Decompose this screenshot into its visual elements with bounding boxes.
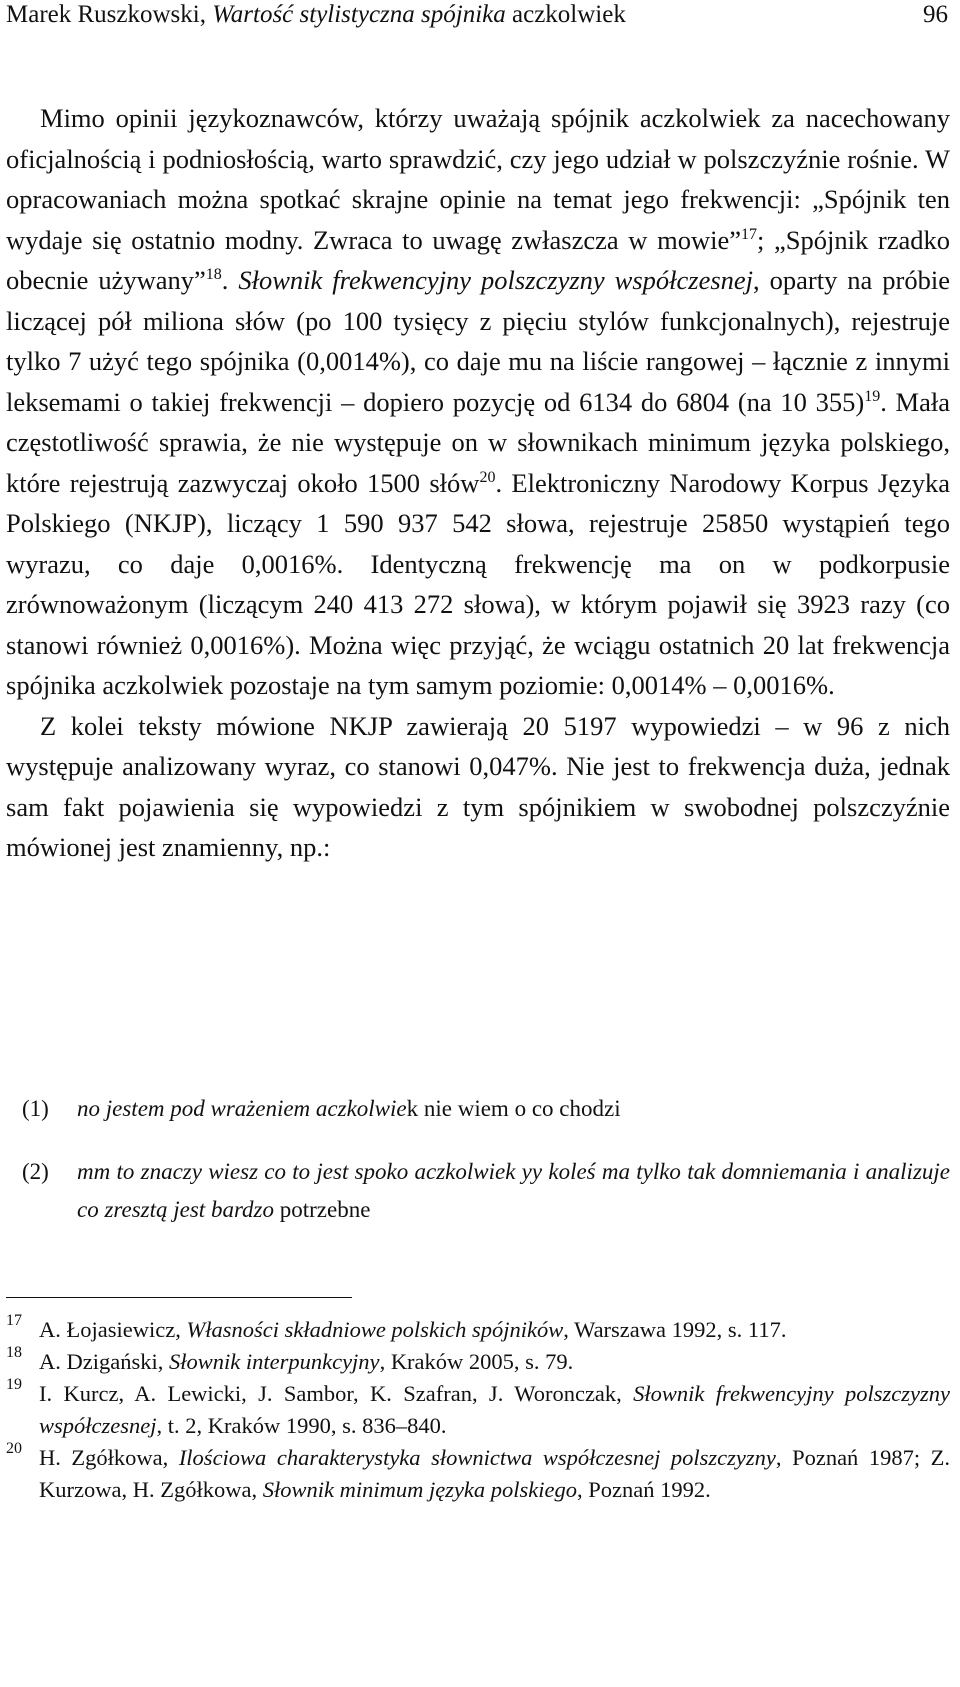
p1-text-f: . Elektroniczny Narodowy Korpus Języka Polskiego (NKJP), liczący 1 590 937 542 słowa, rejestruje 25850 wystąpień tego wyrazu, co daje 0,0016%. Identyczną frekwencję ma on w podkorpusie zrównoważonym (liczącym 240 413 272 słowa), w którym pojawił się 3923 razy (co stanowi również 0,0016%). Można więc przyjąć, że wciągu ostatnich 20 lat frekwencja spójnika aczkolwiek pozostaje na tym samym poziomie: 0,0014% – 0,0016%. — [6, 467, 950, 700]
footnote-text — [39, 1442, 950, 1506]
footnote-title: Słownik frekwencyjny polszczyzny współczesnej — [39, 1381, 950, 1438]
running-head — [6, 0, 626, 30]
running-head-suffix: aczkolwiek — [505, 1, 626, 28]
footnote-details-2: , Poznań 1992. — [577, 1477, 711, 1502]
p1-text-a: Mimo opinii językoznawców, którzy uważają spójnik aczkolwiek za nacechowany oficjalnością i podniosłością, warto sprawdzić, czy jego udział w polszczyźnie rośnie. W opracowaniach można spotkać skrajne opinie na temat jego frekwencji: „Spójnik ten wydaje się ostatnio modny. Zwraca to uwagę zwłaszcza w mowie” — [6, 103, 950, 255]
footnote-ref-20[interactable]: 20 — [479, 468, 496, 486]
footnote-details: , Poznań 1987; Z. Kurzowa, H. Zgółkowa, — [39, 1445, 951, 1502]
footnote-ref-18[interactable]: 18 — [205, 266, 222, 284]
p1-text-b: ; „Spójnik rzadko obecnie używany” — [6, 224, 950, 295]
paragraph-2: Z kolei teksty mówione NKJP zawierają 20 5197 wypowiedzi – w 96 z nich występuje analizowany wyraz, co stanowi 0,047%. Nie jest to frekwencja duża, jednak sam fakt pojawienia się wypowiedzi z tym spójnikiem w swobodnej polszczyźnie mówionej jest znamienny, np.: — [6, 710, 950, 862]
p1-text-e: . Mała częstotliwość sprawia, że nie występuje on w słownikach minimum języka polskiego, które rejestrują zazwyczaj około 1500 słów — [6, 386, 951, 498]
footnote-title: Słownik interpunkcyjny — [168, 1349, 380, 1374]
example-text — [77, 1153, 950, 1229]
footnote-19 — [6, 1378, 950, 1442]
paragraph-1 — [6, 98, 950, 706]
example-plain: k nie wiem o co chodzi — [406, 1096, 621, 1121]
footnotes — [6, 1314, 950, 1506]
example-italic: no jestem pod wrażeniem aczkolwie — [77, 1096, 407, 1121]
footnote-author: A. Łojasiewicz, — [39, 1317, 187, 1342]
footnote-text — [39, 1378, 950, 1442]
footnote-details: , Kraków 2005, s. 79. — [379, 1349, 574, 1374]
footnote-text — [39, 1314, 950, 1346]
footnote-separator — [6, 1297, 352, 1298]
example-1 — [22, 1090, 950, 1128]
footnote-number: 17 — [6, 1312, 22, 1329]
footnote-author: A. Dzigański, — [39, 1349, 169, 1374]
example-italic: mm to znaczy wiesz co to jest spoko aczkolwiek yy koleś ma tylko tak domniemania i analizuje co zresztą jest bardzo — [77, 1159, 950, 1222]
footnote-author: I. Kurcz, A. Lewicki, J. Sambor, K. Szafran, J. Woronczak, — [39, 1381, 634, 1406]
p1-text-d: , oparty na próbie liczącej pół miliona słów (po 100 tysięcy z pięciu stylów funkcjonalnych), rejestruje tylko 7 użyć tego spójnika (0,0014%), co daje mu na liście rangowej – łącznie z innymi leksemami o takiej frekwencji – dopiero pozycję od 6134 do 6804 (na 10 355) — [6, 265, 950, 417]
footnote-title: Ilościowa charakterystyka słownictwa współczesnej polszczyzny — [178, 1445, 776, 1470]
footnote-details: , Warszawa 1992, s. 117. — [563, 1317, 787, 1342]
p1-dictionary-title: Słownik frekwencyjny polszczyzny współczesnej — [238, 265, 754, 295]
footnote-title-2: Słownik minimum języka polskiego — [262, 1477, 578, 1502]
example-text — [77, 1090, 950, 1128]
footnote-ref-17[interactable]: 17 — [740, 225, 757, 243]
footnote-17 — [6, 1314, 950, 1346]
p1-text-c: . — [221, 265, 239, 295]
running-head-author: Marek Ruszkowski, — [6, 1, 213, 28]
example-number: (1) — [22, 1096, 49, 1121]
example-number: (2) — [22, 1159, 49, 1184]
main-text — [6, 98, 950, 868]
footnote-20 — [6, 1442, 950, 1506]
footnote-number: 20 — [6, 1440, 22, 1457]
footnote-details: , t. 2, Kraków 1990, s. 836–840. — [156, 1413, 447, 1438]
footnote-title: Własności składniowe polskich spójników — [186, 1317, 564, 1342]
running-header — [6, 0, 948, 30]
page-number: 96 — [923, 1, 948, 28]
footnote-author: H. Zgółkowa, — [39, 1445, 179, 1470]
footnote-number: 18 — [6, 1344, 22, 1361]
example-2 — [22, 1153, 950, 1229]
footnote-ref-19[interactable]: 19 — [864, 387, 881, 405]
running-head-title: Wartość stylistyczna spójnika — [212, 1, 506, 28]
footnote-text — [39, 1346, 950, 1378]
example-plain: potrzebne — [274, 1197, 371, 1222]
footnote-18 — [6, 1346, 950, 1378]
footnote-number: 19 — [6, 1376, 22, 1393]
